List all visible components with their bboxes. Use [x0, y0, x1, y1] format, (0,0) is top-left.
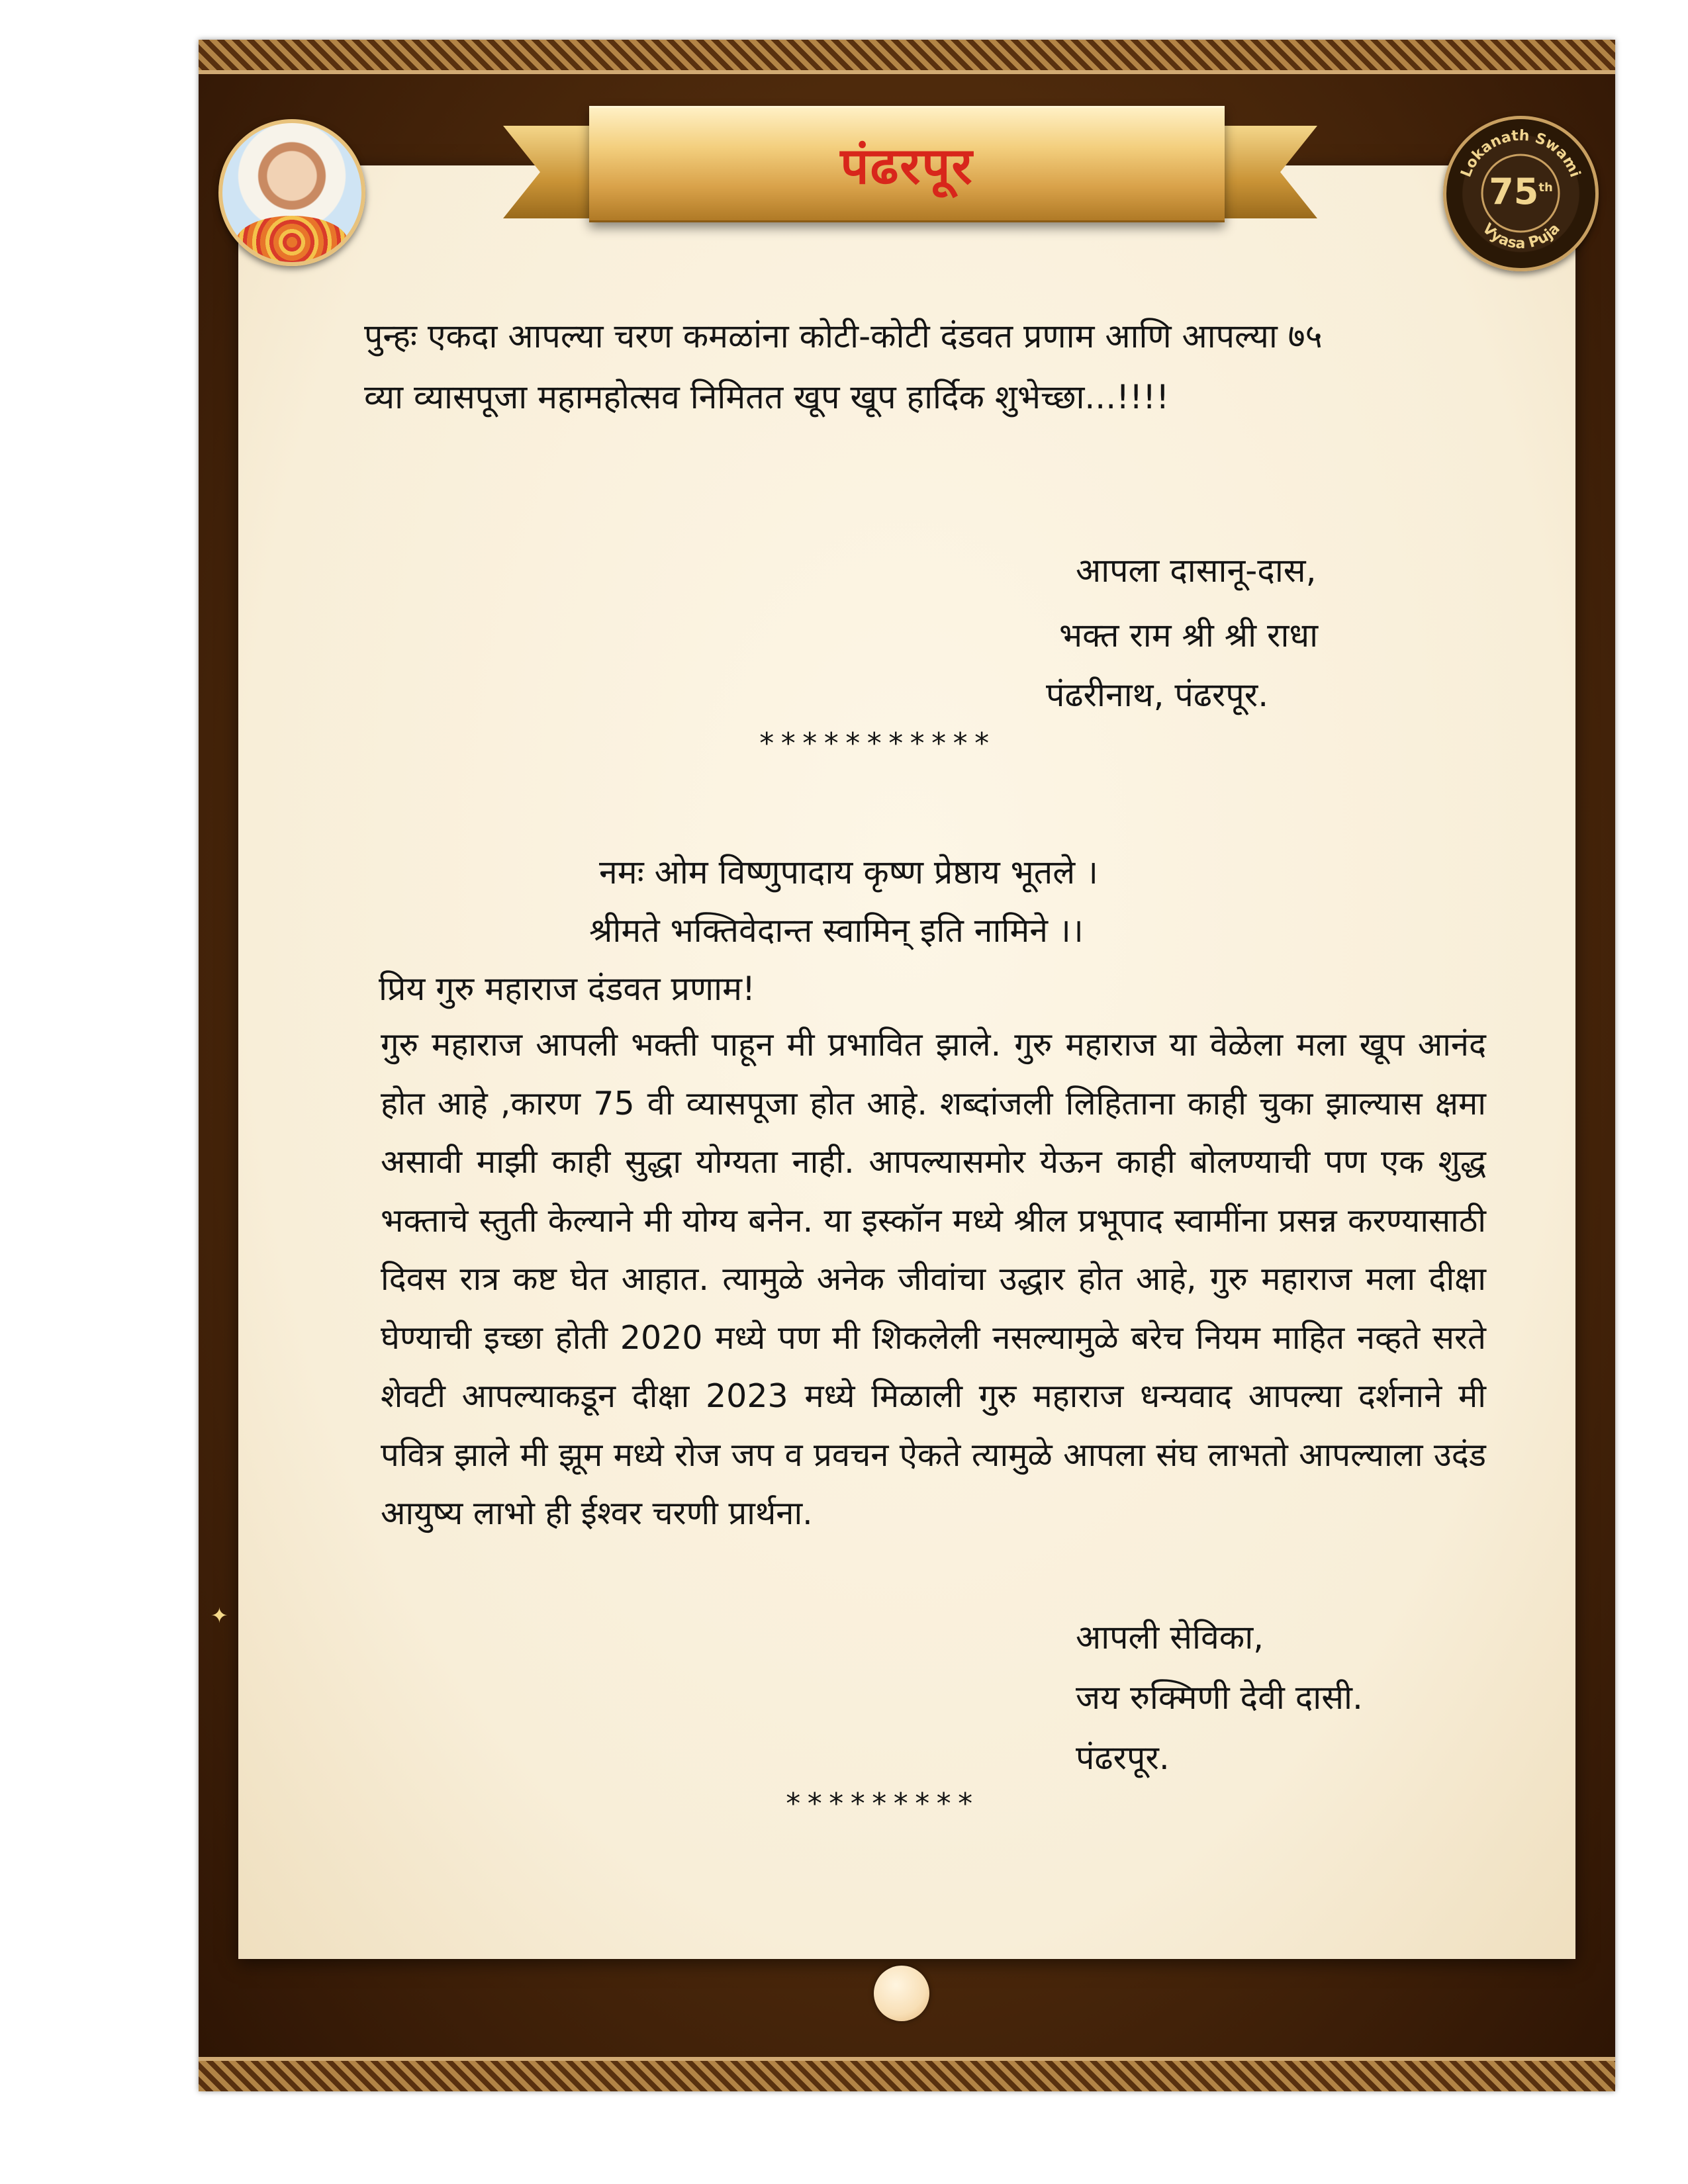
sparkle-icon: ✦: [211, 1603, 228, 1628]
letter2-body: गुरु महाराज आपली भक्ती पाहून मी प्रभावित झाले. गुरु महाराज या वेळेला मला खूप आनंद होत आहे ,कारण 75 वी व्यासपूजा होत आहे. शब्दांजली लिहिताना काही चुका झाल्यास क्षमा असावी माझी काही सुद्धा योग्यता नाही. आपल्यासमोर येऊन काही बोलण्याची पण एक शुद्ध भक्ताचे स्तुती केल्याने मी योग्य बनेन. या इस्कॉन मध्ये श्रील प्रभूपाद स्वामींना प्रसन्न करण्यासाठी दिवस रात्र कष्ट घेत आहात. त्यामुळे अनेक जीवांचा उद्धार होत आहे, गुरु महाराज मला दीक्षा घेण्याची इच्छा होती 2020 मध्ये पण मी शिकलेली नसल्यामुळे बरेच नियम माहित नव्हते सरते शेवटी आपल्याकडून दीक्षा 2023 मध्ये मिळाली गुरु महाराज धन्यवाद आपल्या दर्शनाने मी पवित्र झाले मी झूम मध्ये रोज जप व प्रवचन ऐकते त्यामुळे आपला संघ लाभतो आपल्याला उदंड आयुष्य लाभो ही ईश्वर चरणी प्रार्थना.: [381, 1026, 1486, 1532]
salutation: प्रिय गुरु महाराज दंडवत प्रणाम!: [379, 970, 756, 1008]
letter1-signature-1: आपला दासानू-दास,: [1076, 551, 1317, 590]
letter1-line-1: पुन्हः एकदा आपल्या चरण कमळांना कोटी-कोटी दंडवत प्रणाम आणि आपल्या ७५: [364, 317, 1323, 355]
letter1-line-2: व्या व्यासपूजा महामहोत्सव निमितत खूप खूप हार्दिक शुभेच्छा...!!!!: [364, 378, 1170, 416]
page-title: पंढरपूर: [840, 136, 974, 195]
vyasa-puja-75-seal: [1443, 116, 1599, 271]
letter1-signature-2: भक्त राम श्री श्री राधा: [1059, 616, 1319, 655]
title-ribbon: [589, 106, 1225, 222]
invocation-line-2: श्रीमते भक्तिवेदान्त स्वामिन् इति नामिने ।।: [589, 911, 1084, 950]
seal-number: 75th: [1489, 171, 1553, 212]
seal-bottom-text: Vyasa Puja: [1479, 220, 1564, 253]
svg-text:Vyasa Puja: [1479, 220, 1564, 252]
separator-2: *********: [784, 1787, 978, 1821]
guru-portrait: [218, 119, 365, 266]
invocation-line-1: नमः ओम विष्णुपादाय कृष्ण प्रेष्ठाय भूतले ।: [599, 853, 1099, 891]
scroll-knob: [874, 1966, 929, 2021]
letter2-signature-3: पंढरपूर.: [1076, 1739, 1170, 1777]
top-border-pattern: [199, 40, 1615, 74]
bottom-border-pattern: [199, 2057, 1615, 2091]
letter2-signature-2: जय रुक्मिणी देवी दासी.: [1076, 1678, 1363, 1717]
letter1-signature-3: पंढरीनाथ, पंढरपूर.: [1046, 676, 1269, 714]
seal-top-text: Lokanath Swami: [1458, 127, 1583, 180]
letter2-signature-1: आपली सेविका,: [1076, 1618, 1264, 1657]
flower-garland: [236, 216, 348, 266]
separator-1: ***********: [758, 727, 995, 760]
